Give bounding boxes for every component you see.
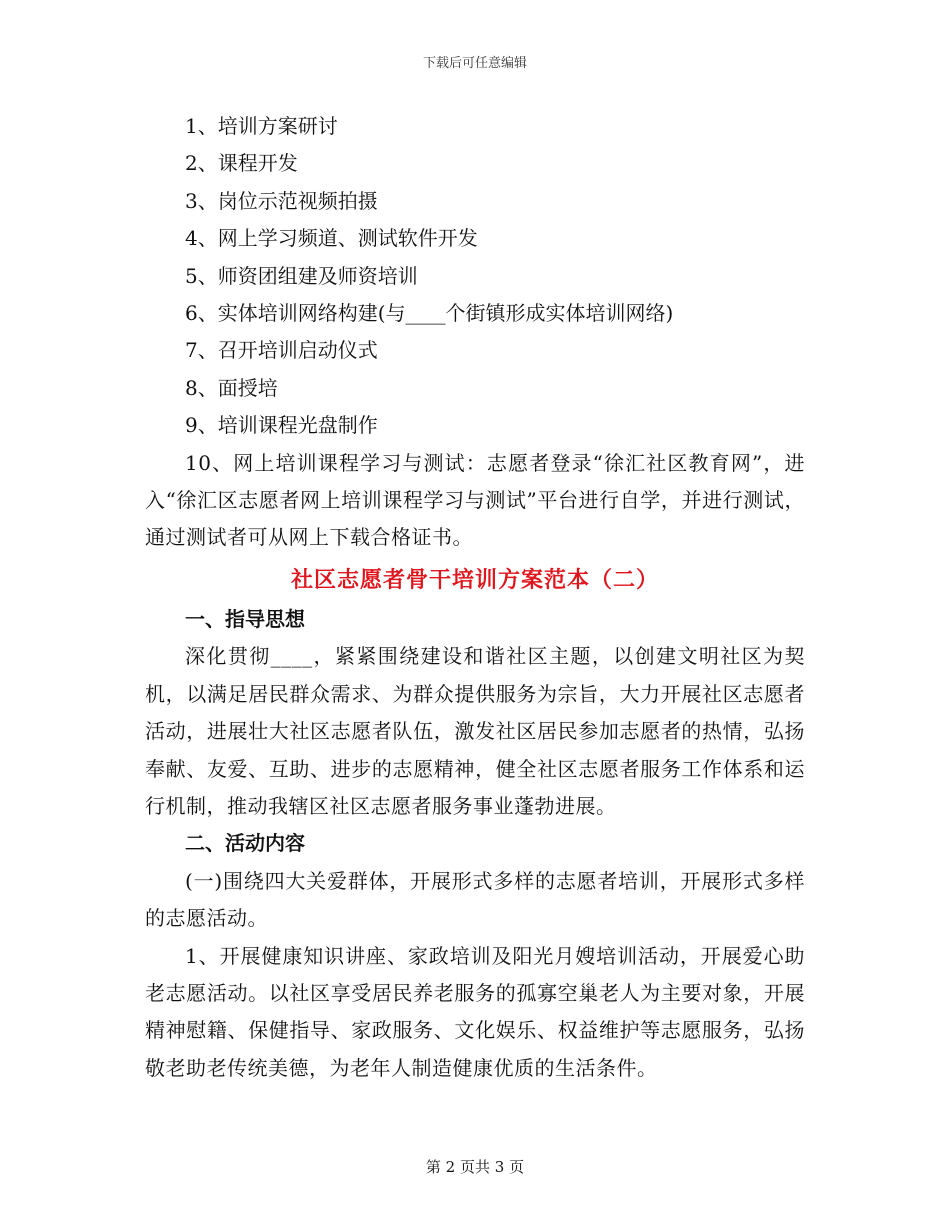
list-item: 3、岗位示范视频拍摄	[185, 188, 378, 213]
section-title: 社区志愿者骨干培训方案范本（二）	[290, 566, 659, 593]
heading-activity-content: 二、活动内容	[185, 831, 305, 856]
list-item: 6、实体培训网络构建(与____个街镇形成实体培训网络)	[185, 301, 674, 326]
list-item: 7、召开培训启动仪式	[185, 338, 378, 363]
heading-guiding-ideology: 一、指导思想	[185, 606, 305, 631]
list-item: 8、面授培	[185, 375, 278, 400]
paragraph: 1、开展健康知识讲座、家政培训及阳光月嫂培训活动，开展爱心助老志愿活动。以社区享受居民养老服务的孤寡空巢老人为主要对象，开展精神慰籍、保健指导、家政服务、文化娱乐、权益维护等志愿服务，弘扬敬老助老传统美德，为老年人制造健康优质的生活条件。	[145, 943, 805, 1080]
list-item: 9、培训课程光盘制作	[185, 413, 378, 438]
document-body	[145, 108, 805, 1087]
paragraph: 深化贯彻____，紧紧围绕建设和谐社区主题，以创建文明社区为契机，以满足居民群众需求、为群众提供服务为宗旨，大力开展社区志愿者活动，进展壮大社区志愿者队伍，激发社区居民参加志愿者的热情，弘扬奉献、友爱、互助、进步的志愿精神，健全社区志愿者服务工作体系和运行机制，推动我辖区社区志愿者服务事业蓬勃进展。	[145, 644, 805, 818]
page-header: 下载后可任意编辑	[422, 56, 527, 71]
list-item-10: 10、网上培训课程学习与测试：志愿者登录“徐汇社区教育网”，进入“徐汇区志愿者网上培训课程学习与测试”平台进行自学，并进行测试，通过测试者可从网上下载合格证书。	[145, 450, 805, 550]
list-item: 1、培训方案研讨	[185, 114, 338, 138]
paragraph: (一)围绕四大关爱群体，开展形式多样的志愿者培训，开展形式多样的志愿活动。	[145, 868, 805, 931]
page-footer: 第 2 页共 3 页	[425, 1158, 525, 1176]
list-item: 5、师资团组建及师资培训	[185, 263, 418, 288]
list-item: 2、课程开发	[185, 151, 298, 176]
list-item: 4、网上学习频道、测试软件开发	[185, 226, 478, 251]
